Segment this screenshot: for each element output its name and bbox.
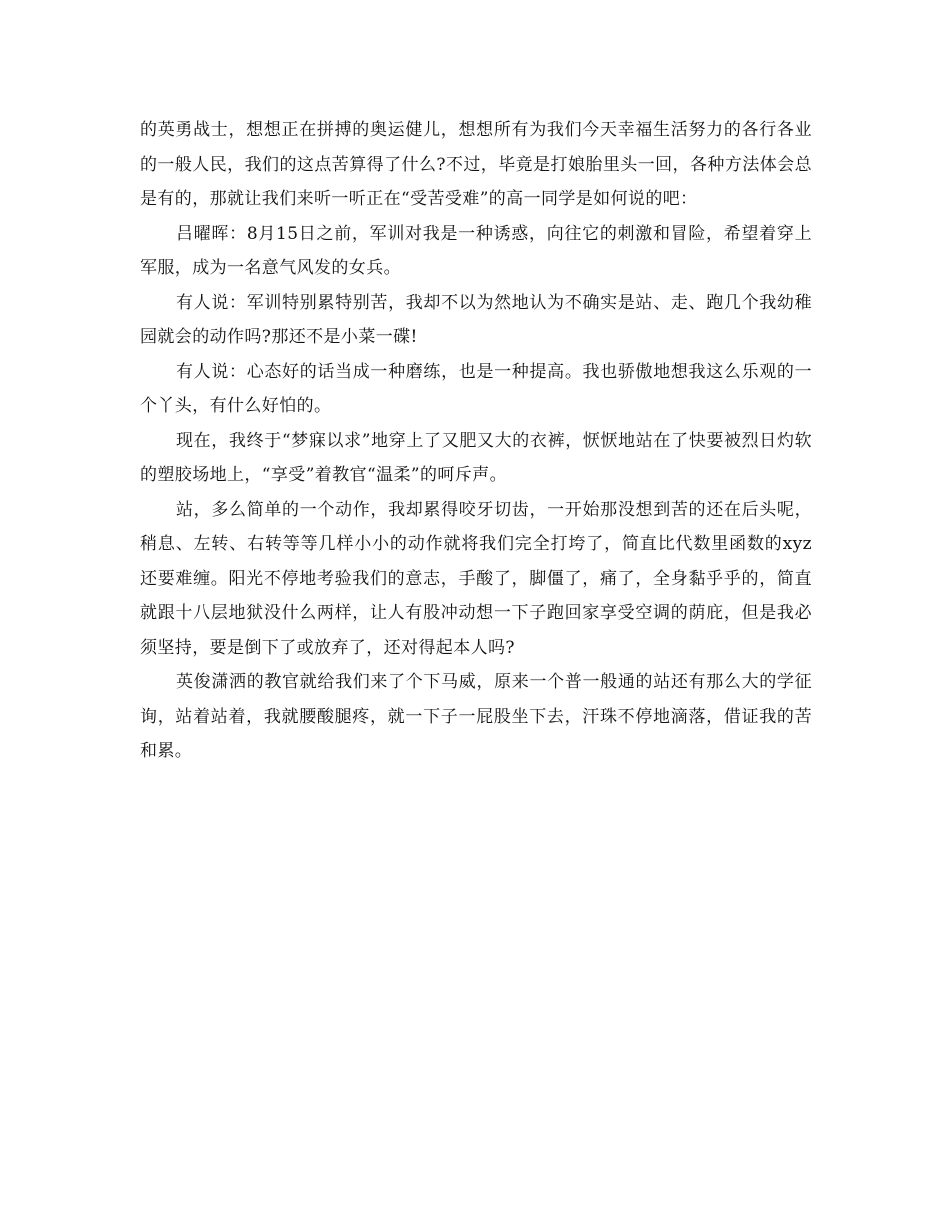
paragraph-1: 的英勇战士，想想正在拼搏的奥运健儿，想想所有为我们今天幸福生活努力的各行各业的一般人民，我们的这点苦算得了什么?不过，毕竟是打娘胎里头一回，各种方法体会总是有的，那就让我们来听一听正在“受苦受难”的高一同学是如何说的吧： xyxy=(140,120,812,209)
paragraph-2: 吕曜晖：8月15日之前，军训对我是一种诱惑，向往它的刺激和冒险，希望着穿上军服，成为一名意气风发的女兵。 xyxy=(140,223,812,278)
paragraph-5: 现在，我终于“梦寐以求”地穿上了又肥又大的衣裤，恹恹地站在了快要被烈日灼软的塑胶场地上，“享受”着教官“温柔”的呵斥声。 xyxy=(140,430,812,485)
paragraph-4: 有人说：心态好的话当成一种磨练，也是一种提高。我也骄傲地想我这么乐观的一个丫头，有什么好怕的。 xyxy=(140,361,812,416)
document-body xyxy=(140,113,812,769)
paragraph-6: 站，多么简单的一个动作，我却累得咬牙切齿，一开始那没想到苦的还在后头呢，稍息、左转、右转等等几样小小的动作就将我们完全打垮了，简直比代数里函数的xyz还要难缠。阳光不停地考验我们的意志，手酸了，脚僵了，痛了，全身黏乎乎的，简直就跟十八层地狱没什么两样，让人有股冲动想一下子跑回家享受空调的荫庇，但是我必须坚持，要是倒下了或放弃了，还对得起本人吗? xyxy=(140,499,812,658)
paragraph-7: 英俊潇洒的教官就给我们来了个下马威，原来一个普一般通的站还有那么大的学征询，站着站着，我就腰酸腿疼，就一下子一屁股坐下去，汗珠不停地滴落，借证我的苦和累。 xyxy=(140,672,812,761)
paragraph-3: 有人说：军训特别累特别苦，我却不以为然地认为不确实是站、走、跑几个我幼稚园就会的动作吗?那还不是小菜一碟! xyxy=(140,292,812,347)
